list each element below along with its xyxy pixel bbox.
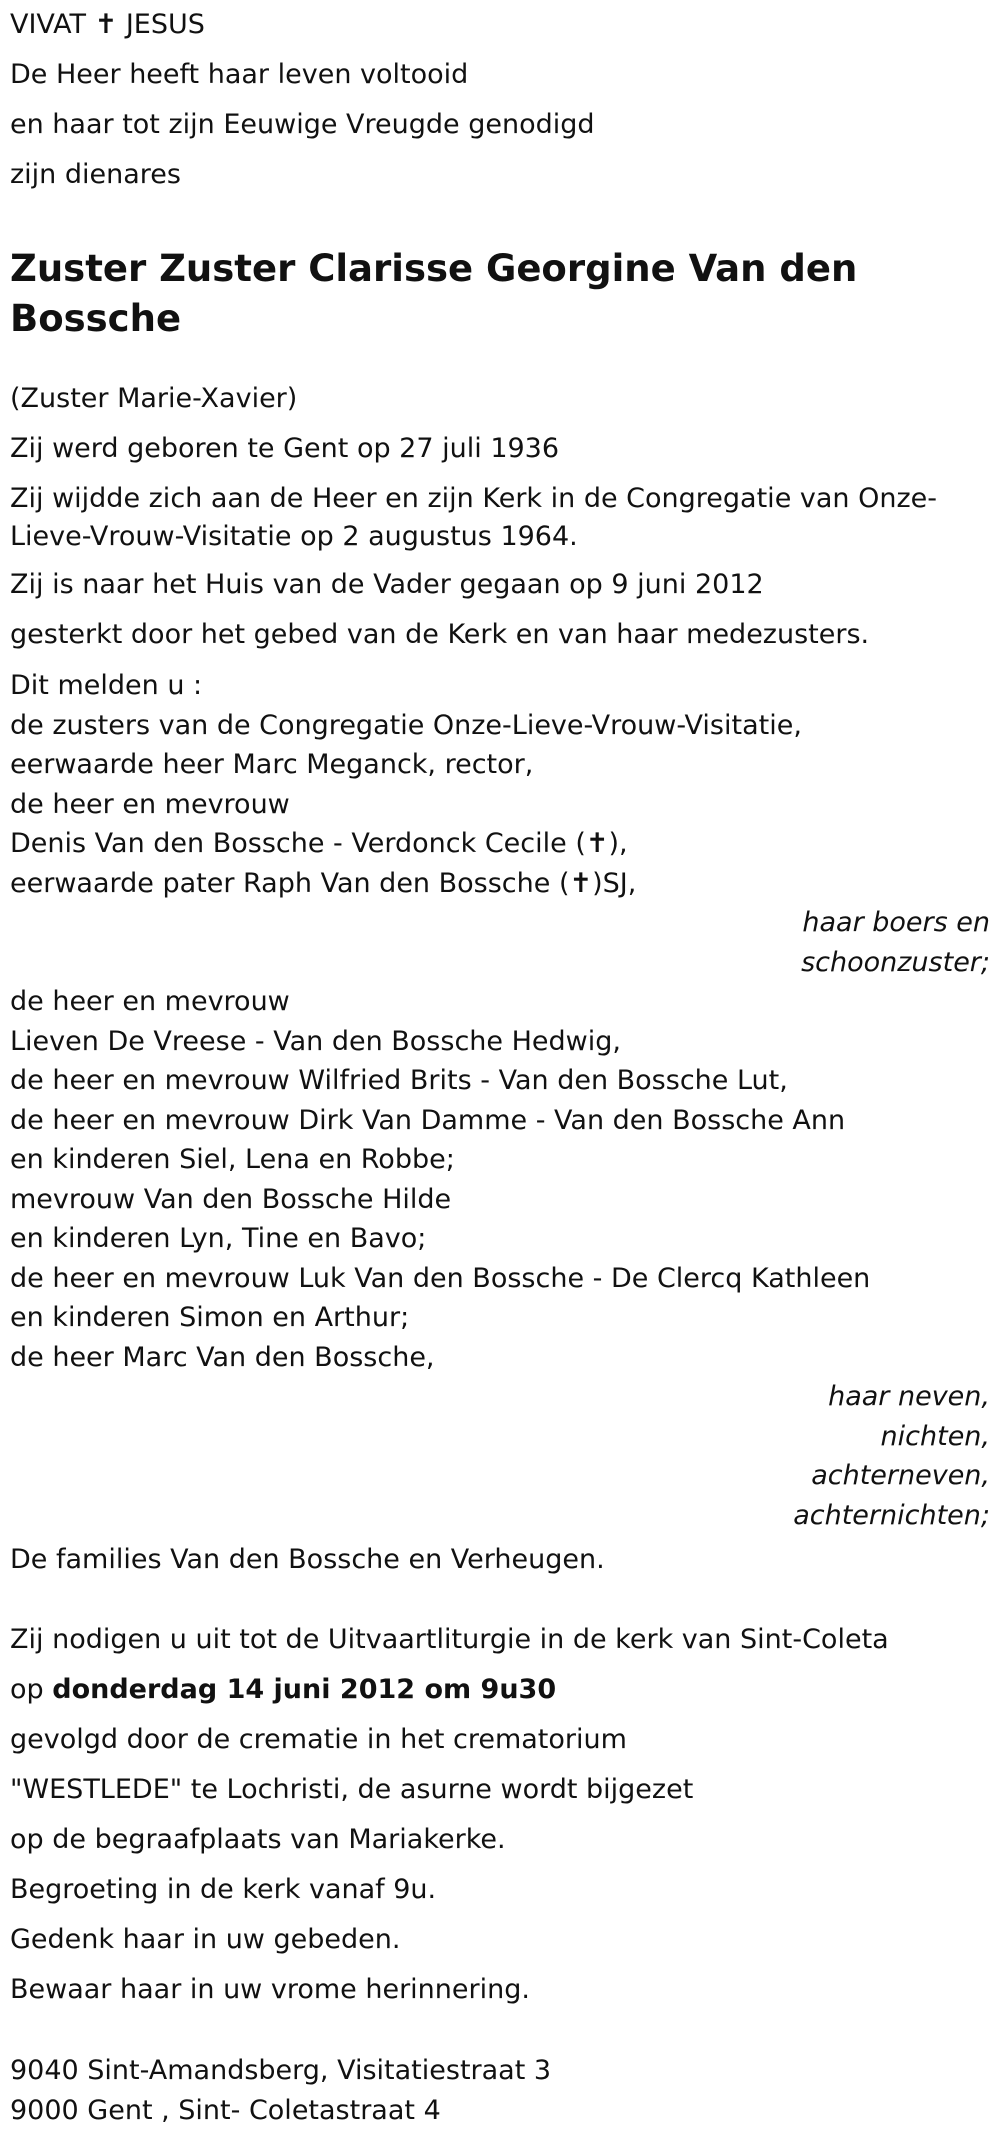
ceremony-invite: Zij nodigen u uit tot de Uitvaartliturgie in de kerk van Sint-Coleta: [10, 1615, 990, 1665]
announcer-line: de heer en mevrouw Wilfried Brits - Van den Bossche Lut,: [10, 1061, 990, 1101]
deceased-name: Zuster Zuster Clarisse Georgine Van den Bossche: [10, 244, 990, 344]
announcer-line: de heer en mevrouw Dirk Van Damme - Van den Bossche Ann: [10, 1101, 990, 1141]
ceremony-line: op de begraafplaats van Mariakerke.: [10, 1815, 990, 1865]
relation-note: achternichten;: [10, 1496, 990, 1536]
birth-line: Zij werd geboren te Gent op 27 juli 1936: [10, 424, 990, 474]
sacraments-line: gesterkt door het gebed van de Kerk en van haar medezusters.: [10, 610, 990, 660]
announcer-line: en kinderen Siel, Lena en Robbe;: [10, 1140, 990, 1180]
announcer-line: de heer en mevrouw Luk Van den Bossche - De Clercq Kathleen: [10, 1259, 990, 1299]
death-line: Zij is naar het Huis van de Vader gegaan op 9 juni 2012: [10, 560, 990, 610]
address-line: 9000 Gent , Sint- Coletastraat 4: [10, 2091, 990, 2130]
ceremony-line: Gedenk haar in uw gebeden.: [10, 1915, 990, 1965]
vows-line: Zij wijdde zich aan de Heer en zijn Kerk in de Congregatie van Onze-Lieve-Vrouw-Visitatie op 2 augustus 1964.: [10, 480, 990, 556]
section-spacer: [10, 2015, 990, 2051]
relation-note: haar neven,: [10, 1377, 990, 1417]
announcer-line: mevrouw Van den Bossche Hilde: [10, 1180, 990, 1220]
relation-note: haar boers en: [10, 903, 990, 943]
announcer-line: en kinderen Simon en Arthur;: [10, 1298, 990, 1338]
families-line: De families Van den Bossche en Verheugen.: [10, 1535, 990, 1585]
address-line: 9040 Sint-Amandsberg, Visitatiestraat 3: [10, 2051, 990, 2091]
ceremony-date: donderdag 14 juni 2012 om 9u30: [52, 1674, 556, 1705]
ceremony-date-line: [10, 1665, 990, 1715]
intro-line-2: en haar tot zijn Eeuwige Vreugde genodigd: [10, 100, 990, 150]
announcer-line: de heer Marc Van den Bossche,: [10, 1338, 990, 1378]
relation-note: schoonzuster;: [10, 943, 990, 983]
announcer-line: en kinderen Lyn, Tine en Bavo;: [10, 1219, 990, 1259]
religious-name: (Zuster Marie-Xavier): [10, 374, 990, 424]
motto: VIVAT ✝ JESUS: [10, 0, 990, 50]
date-prefix: op: [10, 1674, 52, 1705]
announcer-line: de heer en mevrouw: [10, 982, 990, 1022]
announcer-line: Denis Van den Bossche - Verdonck Cecile (✝),: [10, 824, 990, 864]
announce-intro: Dit melden u :: [10, 666, 990, 706]
announcer-line: eerwaarde heer Marc Meganck, rector,: [10, 745, 990, 785]
death-notice: [10, 0, 990, 2130]
announcer-line: de zusters van de Congregatie Onze-Lieve-Vrouw-Visitatie,: [10, 706, 990, 746]
announcer-line: Lieven De Vreese - Van den Bossche Hedwig,: [10, 1022, 990, 1062]
announcer-line: eerwaarde pater Raph Van den Bossche (✝)SJ,: [10, 864, 990, 904]
announcer-line: de heer en mevrouw: [10, 785, 990, 825]
relation-note: nichten,: [10, 1417, 990, 1457]
intro-line-3: zijn dienares: [10, 150, 990, 200]
ceremony-line: gevolgd door de crematie in het crematorium: [10, 1715, 990, 1765]
section-spacer: [10, 1585, 990, 1615]
intro-line-1: De Heer heeft haar leven voltooid: [10, 50, 990, 100]
ceremony-line: "WESTLEDE" te Lochristi, de asurne wordt bijgezet: [10, 1765, 990, 1815]
ceremony-line: Begroeting in de kerk vanaf 9u.: [10, 1865, 990, 1915]
ceremony-line: Bewaar haar in uw vrome herinnering.: [10, 1965, 990, 2015]
relation-note: achterneven,: [10, 1456, 990, 1496]
